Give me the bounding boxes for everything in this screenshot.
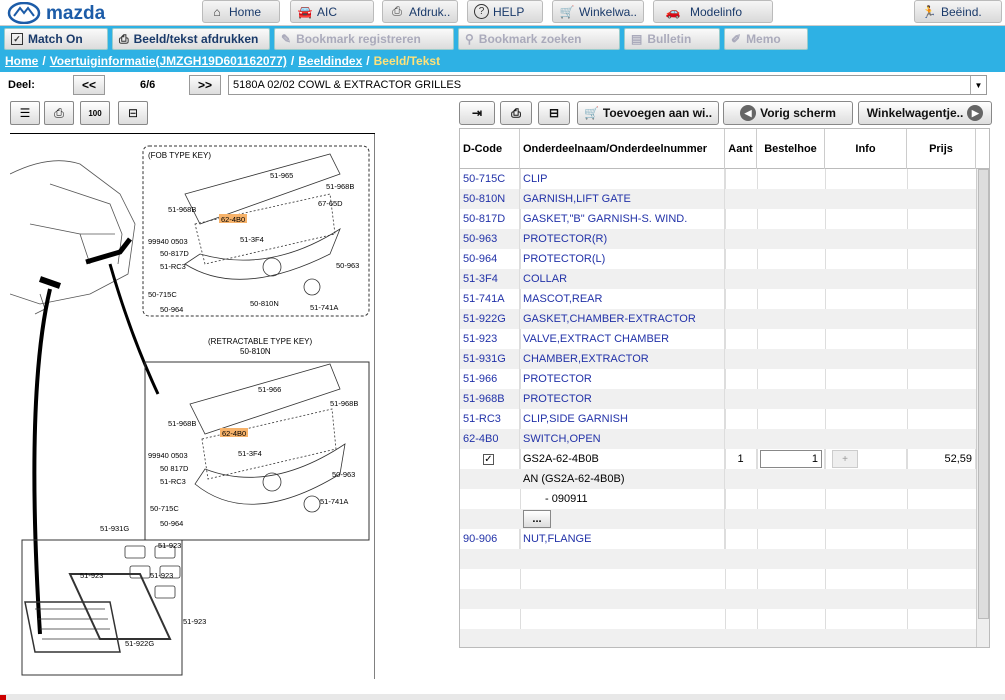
header-order: Bestelhoe <box>757 129 825 169</box>
svg-text:51-922G: 51-922G <box>125 639 155 648</box>
header-info: Info <box>825 129 907 169</box>
svg-text:51-RC3: 51-RC3 <box>160 262 186 271</box>
part-code-link[interactable]: 50-964 <box>460 249 520 269</box>
table-row <box>460 189 976 209</box>
nav-aic-button[interactable]: 🚘 AIC <box>290 0 374 23</box>
table-row <box>460 509 976 529</box>
cart-icon: 🛒 <box>559 4 575 19</box>
part-code-link[interactable]: 90-906 <box>460 529 520 549</box>
table-row <box>460 409 976 429</box>
part-code-link[interactable]: 50-963 <box>460 229 520 249</box>
retractable-part-label: 50-810N <box>240 347 271 356</box>
exit-icon: 🏃 <box>921 4 937 19</box>
svg-text:51-923: 51-923 <box>183 617 207 626</box>
svg-text:99940 0503: 99940 0503 <box>148 237 188 246</box>
nav-cart-button[interactable]: 🛒 Winkelwa.. <box>552 0 644 23</box>
chevron-down-icon[interactable]: ▼ <box>970 76 986 94</box>
part-code-link[interactable]: 51-923 <box>460 329 520 349</box>
page-counter: 6/6 <box>140 79 156 91</box>
part-code-link[interactable]: 50-810N <box>460 189 520 209</box>
part-code-link[interactable]: 51-922G <box>460 309 520 329</box>
breadcrumb-vehicle-link[interactable]: Voertuiginformatie(JMZGH19D601162077) <box>49 54 287 68</box>
part-group-select[interactable]: 5180A 02/02 COWL & EXTRACTOR GRILLES ▼ <box>228 75 987 95</box>
table-row <box>460 389 976 409</box>
svg-text:mazda: mazda <box>46 3 106 24</box>
part-name-link[interactable]: MASCOT,REAR <box>520 289 725 309</box>
nav-modelinfo-button[interactable]: 🚗 Modelinfo <box>653 0 773 23</box>
top-nav-bar <box>0 0 1005 26</box>
svg-text:51-965: 51-965 <box>270 171 294 180</box>
shopping-cart-button[interactable]: Winkelwagentje.. ▶ <box>858 101 992 125</box>
action-toolbar <box>0 26 1005 52</box>
list-icon: ☰ <box>19 106 31 120</box>
fit-list-button[interactable] <box>538 101 570 125</box>
part-name-link[interactable]: GARNISH,LIFT GATE <box>520 189 725 209</box>
print-drawing-button[interactable] <box>44 101 74 125</box>
nav-exit-button[interactable]: 🏃 Beëind. <box>914 0 1002 23</box>
svg-text:67-65D: 67-65D <box>318 199 343 208</box>
previous-screen-button[interactable]: ◀ Vorig scherm <box>723 101 853 125</box>
table-row <box>460 569 976 589</box>
table-row <box>460 349 976 369</box>
next-page-button[interactable]: >> <box>189 75 221 95</box>
svg-text:99940 0503: 99940 0503 <box>148 451 188 460</box>
garnish-top-illustration <box>185 154 340 295</box>
more-button[interactable]: ... <box>523 510 551 528</box>
print-icon: ⎙ <box>392 4 402 18</box>
table-row <box>460 549 976 569</box>
svg-text:50-964: 50-964 <box>160 305 184 314</box>
table-row <box>460 589 976 609</box>
deel-label: Deel: <box>8 79 35 91</box>
breadcrumb-home-link[interactable]: Home <box>5 54 39 68</box>
quantity-value: 1 <box>725 449 757 469</box>
part-name-link[interactable]: GASKET,CHAMBER-EXTRACTOR <box>520 309 725 329</box>
svg-text:50-817D: 50-817D <box>160 249 189 258</box>
memo-button[interactable]: ✐ Memo <box>724 28 808 50</box>
part-code-link[interactable]: 62-4B0 <box>460 429 520 449</box>
car-outline-illustration <box>10 161 135 314</box>
part-name-link[interactable]: GASKET,"B" GARNISH-S. WIND. <box>520 209 725 229</box>
part-name-link[interactable]: NUT,FLANGE <box>520 529 725 549</box>
part-code-link[interactable]: 51-968B <box>460 389 520 409</box>
table-row <box>460 269 976 289</box>
table-row <box>460 169 976 189</box>
part-name-link[interactable]: COLLAR <box>520 269 725 289</box>
header-name: Onderdeelnaam/Onderdeelnummer <box>520 129 725 169</box>
svg-text:51-923: 51-923 <box>80 571 104 580</box>
status-strip <box>0 694 1005 700</box>
svg-text:51-968B: 51-968B <box>330 399 359 408</box>
arrow-left-icon: ◀ <box>740 105 756 121</box>
print-list-button[interactable] <box>500 101 532 125</box>
part-name-link[interactable]: PROTECTOR(R) <box>520 229 725 249</box>
home-icon: ⌂ <box>213 4 221 19</box>
part-code-link[interactable]: 51-966 <box>460 369 520 389</box>
zoom-icon: 100 <box>88 108 102 118</box>
table-row <box>460 429 976 449</box>
fit-icon: ⊟ <box>127 106 139 120</box>
svg-text:50-715C: 50-715C <box>150 504 179 513</box>
bookmark-search-button[interactable]: ⚲ Bookmark zoeken <box>458 28 620 50</box>
price-value: 52,59 <box>907 449 976 469</box>
svg-text:51-3F4: 51-3F4 <box>238 449 262 458</box>
part-number: GS2A-62-4B0B <box>520 449 725 469</box>
table-scrollbar[interactable] <box>976 169 989 647</box>
parts-diagram[interactable] <box>10 133 375 678</box>
fob-type-key-label: (FOB TYPE KEY) <box>148 151 211 160</box>
part-code-link[interactable]: 51-3F4 <box>460 269 520 289</box>
part-code-link[interactable]: 51-741A <box>460 289 520 309</box>
table-body <box>460 169 976 647</box>
svg-text:50-810N: 50-810N <box>250 299 279 308</box>
part-name-link[interactable]: CLIP,SIDE GARNISH <box>520 409 725 429</box>
zoom-100-button[interactable] <box>80 101 110 125</box>
select-cell <box>460 449 520 469</box>
car-icon: 🚗 <box>665 4 681 19</box>
table-row <box>460 369 976 389</box>
print-image-text-button[interactable]: ⎙ Beeld/tekst afdrukken <box>112 28 270 50</box>
scrollbar-thumb[interactable] <box>978 169 989 619</box>
table-row <box>460 489 976 509</box>
part-code-link[interactable]: 51-931G <box>460 349 520 369</box>
part-name-link[interactable]: SWITCH,OPEN <box>520 429 725 449</box>
svg-text:51-931G: 51-931G <box>100 524 130 533</box>
table-row <box>460 229 976 249</box>
bookmark-pen-icon: ✎ <box>281 32 292 46</box>
fit-icon: ⊟ <box>548 106 560 120</box>
fit-view-button[interactable] <box>118 101 148 125</box>
table-row <box>460 309 976 329</box>
prev-page-button[interactable]: << <box>73 75 105 95</box>
svg-text:51-968B: 51-968B <box>168 205 197 214</box>
alternative-number: AN (GS2A-62-4B0B) <box>520 469 725 489</box>
arrow-right-icon: ▶ <box>967 105 983 121</box>
date-range: - 090911 <box>520 489 725 509</box>
table-row <box>460 469 976 489</box>
part-selector-row <box>0 74 1005 98</box>
nav-help-button[interactable]: ? HELP <box>467 0 543 23</box>
svg-text:51-923: 51-923 <box>150 571 174 580</box>
svg-text:62-4B0: 62-4B0 <box>221 215 246 224</box>
part-name-link[interactable]: VALVE,EXTRACT CHAMBER <box>520 329 725 349</box>
part-code-link[interactable]: 50-817D <box>460 209 520 229</box>
print-icon: ⎙ <box>119 31 129 46</box>
more-cell <box>520 509 725 529</box>
table-row <box>460 609 976 629</box>
svg-text:50-963: 50-963 <box>332 470 356 479</box>
parts-table <box>459 128 990 648</box>
nav-print-button[interactable]: ⎙ Afdruk.. <box>382 0 458 23</box>
add-to-cart-button[interactable]: 🛒 Toevoegen aan wi.. <box>577 101 719 125</box>
table-row <box>460 209 976 229</box>
header-price: Prijs <box>907 129 976 169</box>
print-icon: ⎙ <box>511 105 521 120</box>
part-name-link[interactable]: PROTECTOR(L) <box>520 249 725 269</box>
match-on-button[interactable]: ✓ Match On <box>4 28 108 50</box>
svg-text:51-741A: 51-741A <box>320 497 349 506</box>
add-qty-button[interactable]: + <box>832 450 858 468</box>
part-name-link[interactable]: PROTECTOR <box>520 369 725 389</box>
svg-text:50 817D: 50 817D <box>160 464 189 473</box>
print-icon: ⎙ <box>54 105 64 120</box>
cart-add-icon: 🛒 <box>583 106 599 120</box>
svg-text:62-4B0: 62-4B0 <box>222 429 247 438</box>
part-name-link[interactable]: CHAMBER,EXTRACTOR <box>520 349 725 369</box>
bulletin-icon: ▤ <box>631 32 643 46</box>
table-row <box>460 329 976 349</box>
part-name-link[interactable]: PROTECTOR <box>520 389 725 409</box>
mazda-logo <box>6 2 136 24</box>
svg-text:51-968B: 51-968B <box>168 419 197 428</box>
nav-home-button[interactable]: ⌂ Home <box>202 0 280 23</box>
svg-text:51-3F4: 51-3F4 <box>240 235 264 244</box>
memo-icon: ✐ <box>731 32 742 46</box>
table-header <box>460 129 989 169</box>
part-code-link[interactable]: 51-RC3 <box>460 409 520 429</box>
svg-text:51-966: 51-966 <box>258 385 282 394</box>
svg-text:50-964: 50-964 <box>160 519 184 528</box>
order-quantity-input[interactable] <box>760 450 822 468</box>
svg-text:50-715C: 50-715C <box>148 290 177 299</box>
order-cell <box>757 449 825 469</box>
checkbox-icon: ✓ <box>11 33 23 45</box>
list-view-button[interactable] <box>10 101 40 125</box>
bookmark-search-icon: ⚲ <box>465 32 474 46</box>
table-row <box>460 249 976 269</box>
header-dcode: D-Code <box>460 129 520 169</box>
help-icon: ? <box>474 4 489 19</box>
transfer-icon: ⇥ <box>471 106 483 120</box>
svg-text:51-968B: 51-968B <box>326 182 355 191</box>
retractable-type-key-label: (RETRACTABLE TYPE KEY) <box>208 337 313 346</box>
info-cell <box>825 449 907 469</box>
extractor-chamber-illustration <box>25 546 180 652</box>
part-code-link[interactable]: 50-715C <box>460 169 520 189</box>
select-checkbox[interactable]: ✓ <box>484 453 493 465</box>
bulletin-button[interactable]: ▤ Bulletin <box>624 28 720 50</box>
bookmark-register-button[interactable]: ✎ Bookmark registreren <box>274 28 454 50</box>
table-row <box>460 289 976 309</box>
car-people-icon: 🚘 <box>297 4 313 19</box>
svg-text:50-963: 50-963 <box>336 261 360 270</box>
svg-text:51-923: 51-923 <box>158 541 182 550</box>
table-row <box>460 529 976 549</box>
breadcrumb-current: Beeld/Tekst <box>373 54 441 68</box>
transfer-button[interactable] <box>459 101 495 125</box>
breadcrumb-image-index-link[interactable]: Beeldindex <box>298 54 363 68</box>
svg-text:51-RC3: 51-RC3 <box>160 477 186 486</box>
part-name-link[interactable]: CLIP <box>520 169 725 189</box>
table-row <box>460 449 976 469</box>
svg-text:51-741A: 51-741A <box>310 303 339 312</box>
header-qty: Aant <box>725 129 757 169</box>
table-row <box>460 629 976 647</box>
breadcrumb: Home / Voertuiginformatie(JMZGH19D601162077) / Beeldindex / Beeld/Tekst <box>0 52 1005 72</box>
